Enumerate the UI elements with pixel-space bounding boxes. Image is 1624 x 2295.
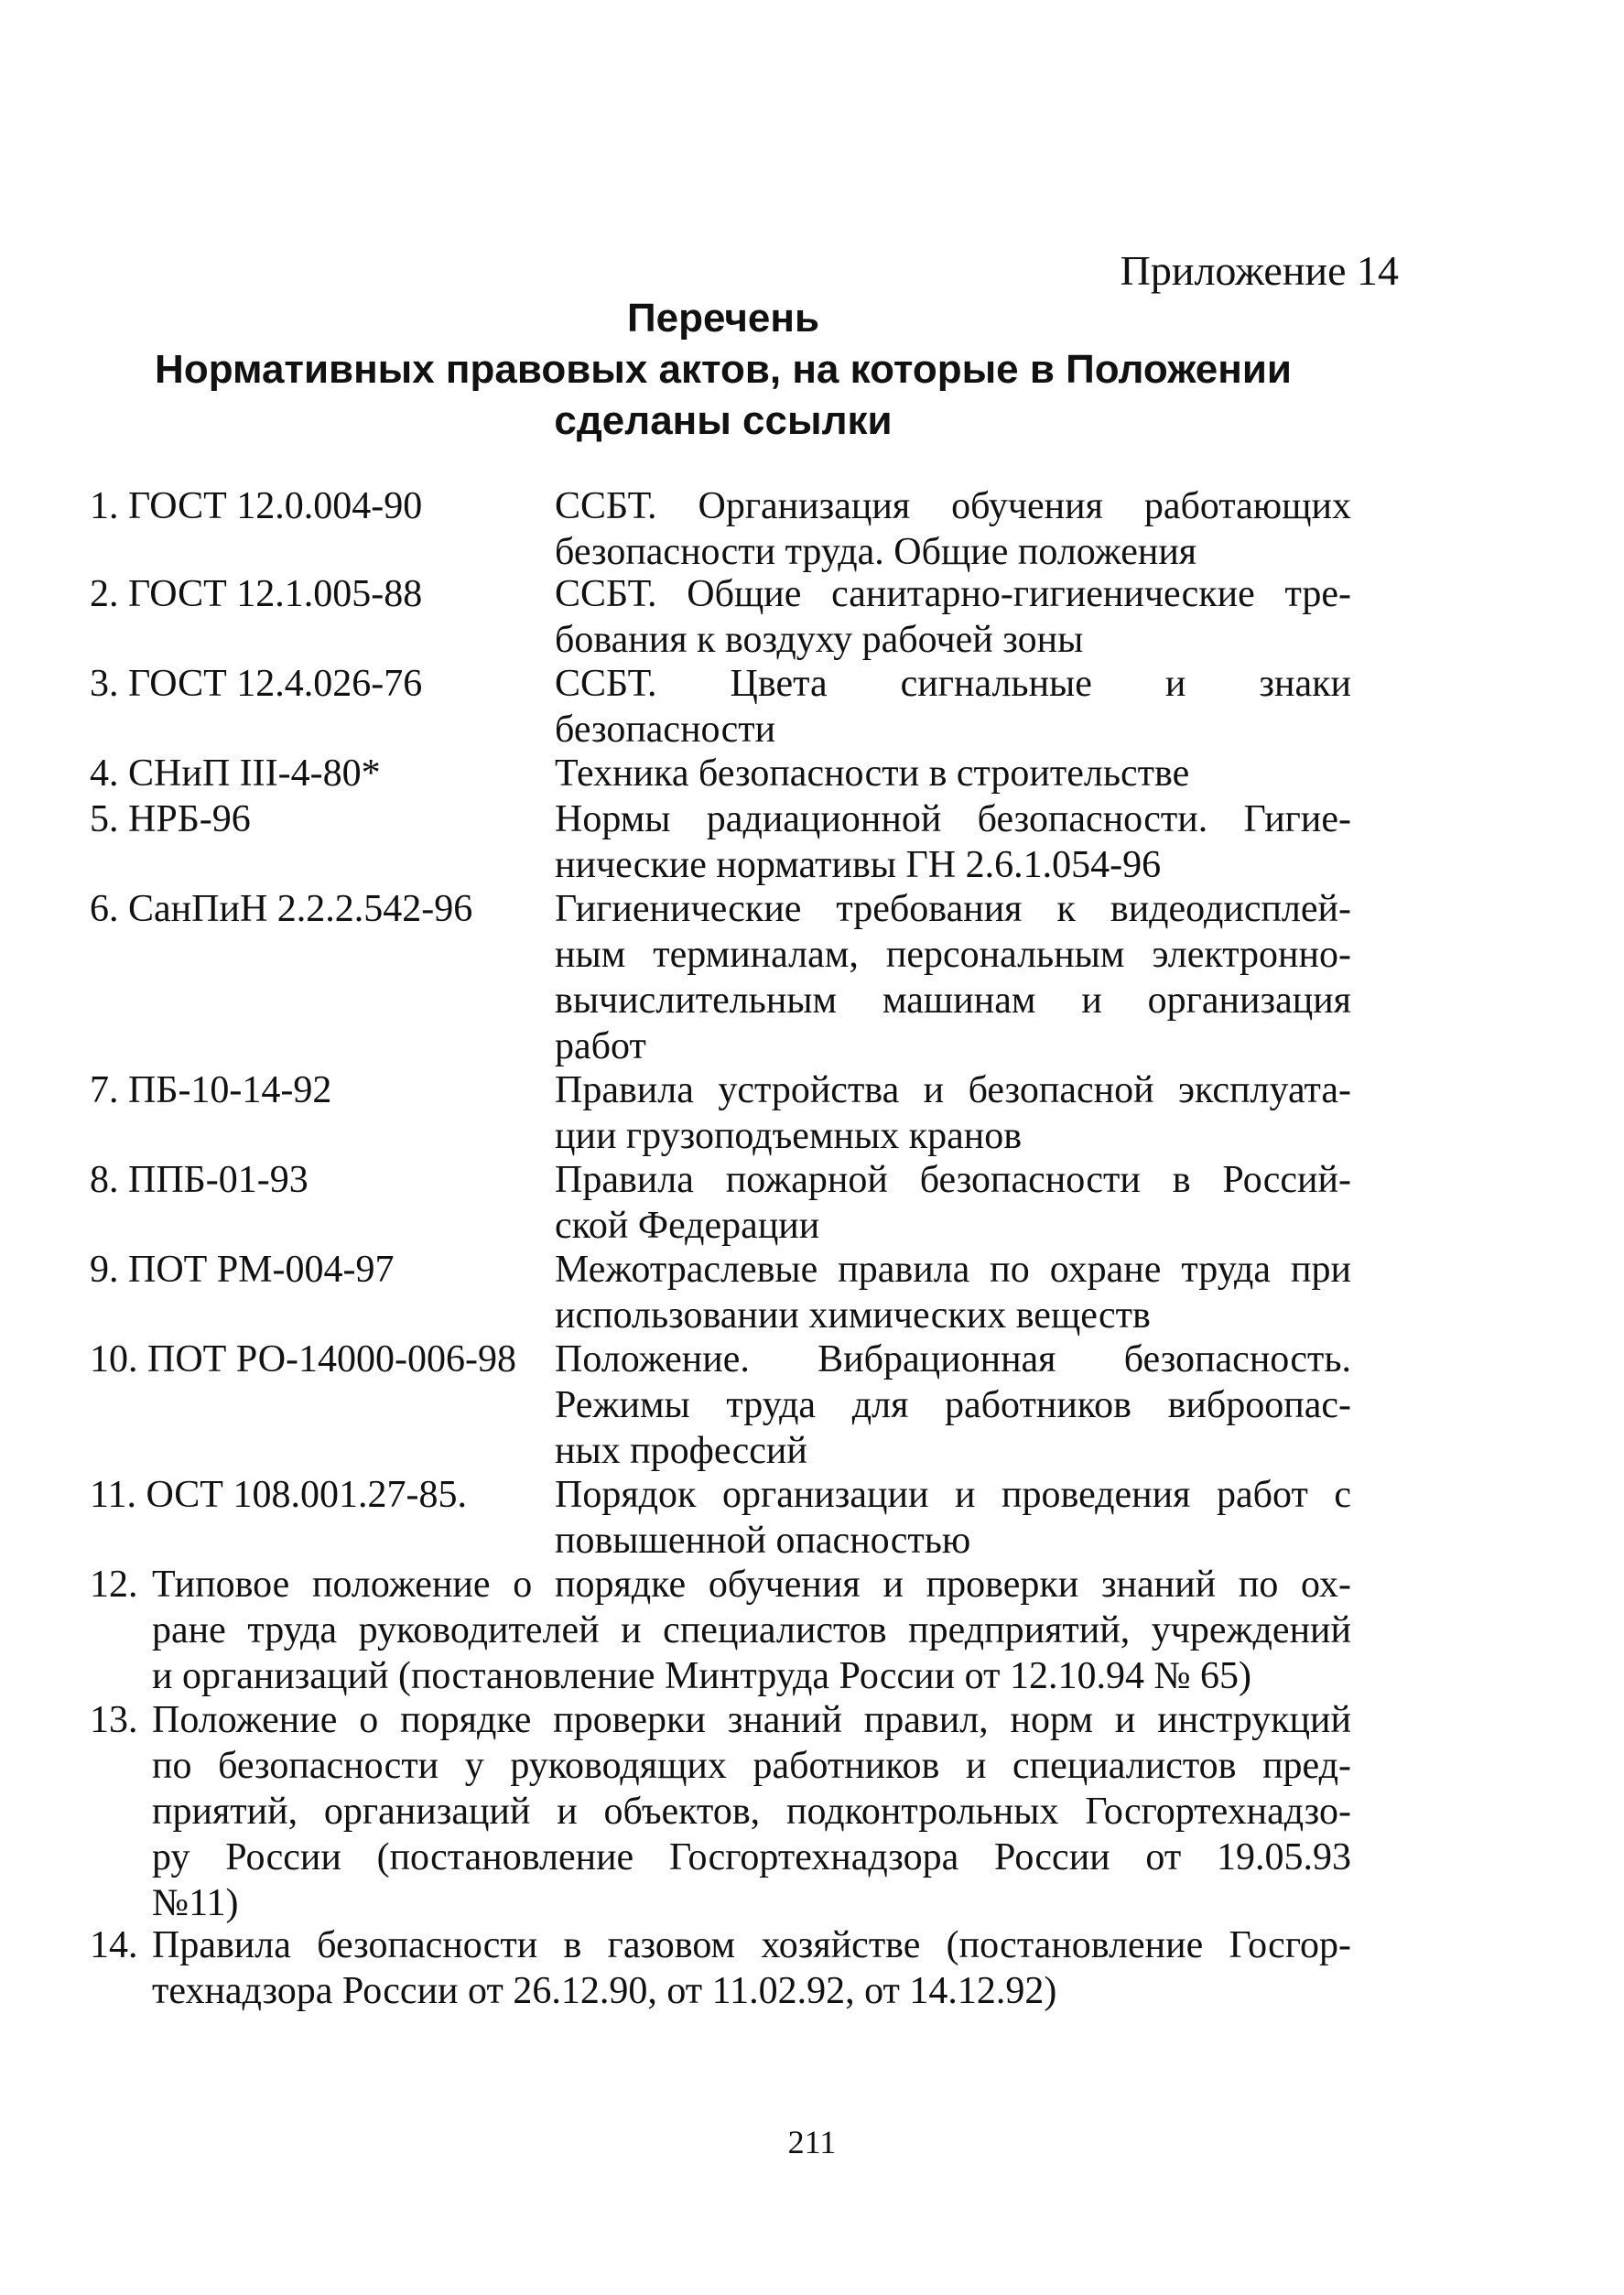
list-item-code: 10. ПОТ РО-14000-006-98 (90, 1338, 516, 1380)
list-item-description (555, 1472, 1351, 1564)
description-line: работ (555, 1025, 646, 1067)
text-line: Правила безопасности в газовом хозяйстве (постановление Госгор- (152, 1924, 1351, 1966)
description-line: Правила пожарной безопасности в Россий- (555, 1159, 1351, 1201)
description-line: ным терминалам, персональным электронно- (555, 934, 1351, 976)
description-line: Гигиенические требования к видеодисплей- (555, 888, 1351, 930)
appendix-label: Приложение 14 (1120, 247, 1399, 294)
description-line: Режимы труда для работников виброопас- (555, 1384, 1351, 1426)
text-line: Положение о порядке проверки знаний правил, норм и инструкций (152, 1699, 1351, 1741)
list-item-text (152, 1922, 1351, 2014)
list-item-text (152, 1562, 1351, 1699)
list-item-description (555, 483, 1351, 575)
text-line: технадзора России от 26.12.90, от 11.02.92, от 14.12.92) (152, 1970, 1057, 2012)
list-item-description (555, 571, 1351, 663)
list-item-code: 9. ПОТ РМ-004-97 (90, 1249, 395, 1291)
title-line-3: сделаны ссылки (554, 398, 893, 443)
list-item-description (555, 751, 1351, 796)
description-line: вычислительным машинам и организация (555, 980, 1351, 1022)
title-line-1: Перечень (627, 296, 819, 341)
list-item-code: 6. СанПиН 2.2.2.542-96 (90, 888, 473, 930)
description-line: повышенной опасностью (555, 1520, 971, 1562)
list-item-description (555, 1337, 1351, 1474)
description-line: Межотраслевые правила по охране труда при (555, 1249, 1351, 1291)
text-line: приятий, организаций и объектов, подконтрольных Госгортехнадзо- (152, 1791, 1351, 1833)
list-item-description (555, 1067, 1351, 1159)
text-line: по безопасности у руководящих работников и специалистов пред- (152, 1745, 1351, 1787)
list-item-description (555, 886, 1351, 1069)
description-line: ССБТ. Цвета сигнальные и знаки (555, 663, 1351, 705)
list-item (90, 1697, 1351, 1926)
description-line: использовании химических веществ (555, 1294, 1151, 1337)
list-item-code: 7. ПБ-10-14-92 (90, 1069, 332, 1111)
title-line-2: Нормативных правовых актов, на которые в Положении (155, 347, 1292, 392)
description-line: бования к воздуху рабочей зоны (555, 619, 1084, 661)
text-line: Типовое положение о порядке обучения и проверки знаний по ох- (152, 1564, 1351, 1606)
list-item-code: 4. СНиП III-4-80* (90, 752, 381, 795)
description-line: нические нормативы ГН 2.6.1.054-96 (555, 844, 1162, 886)
list-item-number: 12. (90, 1564, 138, 1606)
description-line: безопасности труда. Общие положения (555, 531, 1197, 573)
list-item-number: 13. (90, 1699, 138, 1741)
list-item-text (152, 1697, 1351, 1926)
description-line: ССБТ. Общие санитарно-гигиенические тре- (555, 573, 1351, 615)
list-item-code: 8. ППБ-01-93 (90, 1159, 309, 1201)
list-item (90, 1922, 1351, 2014)
list-item-code: 2. ГОСТ 12.1.005-88 (90, 573, 423, 615)
text-line: и организаций (постановление Минтруда России от 12.10.94 № 65) (152, 1655, 1251, 1697)
description-line: Техника безопасности в строительстве (555, 752, 1190, 795)
list-item-code: 3. ГОСТ 12.4.026-76 (90, 663, 423, 705)
description-line: ных профессий (555, 1430, 807, 1472)
list-item-description (555, 1247, 1351, 1338)
text-line: ру России (постановление Госгортехнадзора России от 19.05.93 (152, 1836, 1351, 1878)
description-line: Нормы радиационной безопасности. Гигие- (555, 798, 1351, 840)
description-line: ССБТ. Организация обучения работающих (555, 485, 1351, 527)
list-item (90, 1562, 1351, 1699)
description-line: ции грузоподъемных кранов (555, 1115, 1023, 1157)
description-line: безопасности (555, 709, 776, 751)
description-line: ской Федерации (555, 1205, 820, 1247)
list-item-number: 14. (90, 1924, 138, 1966)
text-line: ране труда руководителей и специалистов предприятий, учреждений (152, 1609, 1351, 1651)
description-line: Правила устройства и безопасной эксплуата- (555, 1069, 1351, 1111)
list-item-code: 11. ОСТ 108.001.27-85. (90, 1474, 467, 1516)
description-line: Положение. Вибрационная безопасность. (555, 1338, 1351, 1380)
text-line: №11) (152, 1882, 239, 1924)
list-item-description (555, 796, 1351, 888)
list-item-description (555, 661, 1351, 752)
list-item-code: 1. ГОСТ 12.0.004-90 (90, 485, 423, 527)
page-number: 211 (787, 2124, 837, 2160)
description-line: Порядок организации и проведения работ с (555, 1474, 1351, 1516)
list-item-code: 5. НРБ-96 (90, 798, 251, 840)
list-item-description (555, 1157, 1351, 1249)
